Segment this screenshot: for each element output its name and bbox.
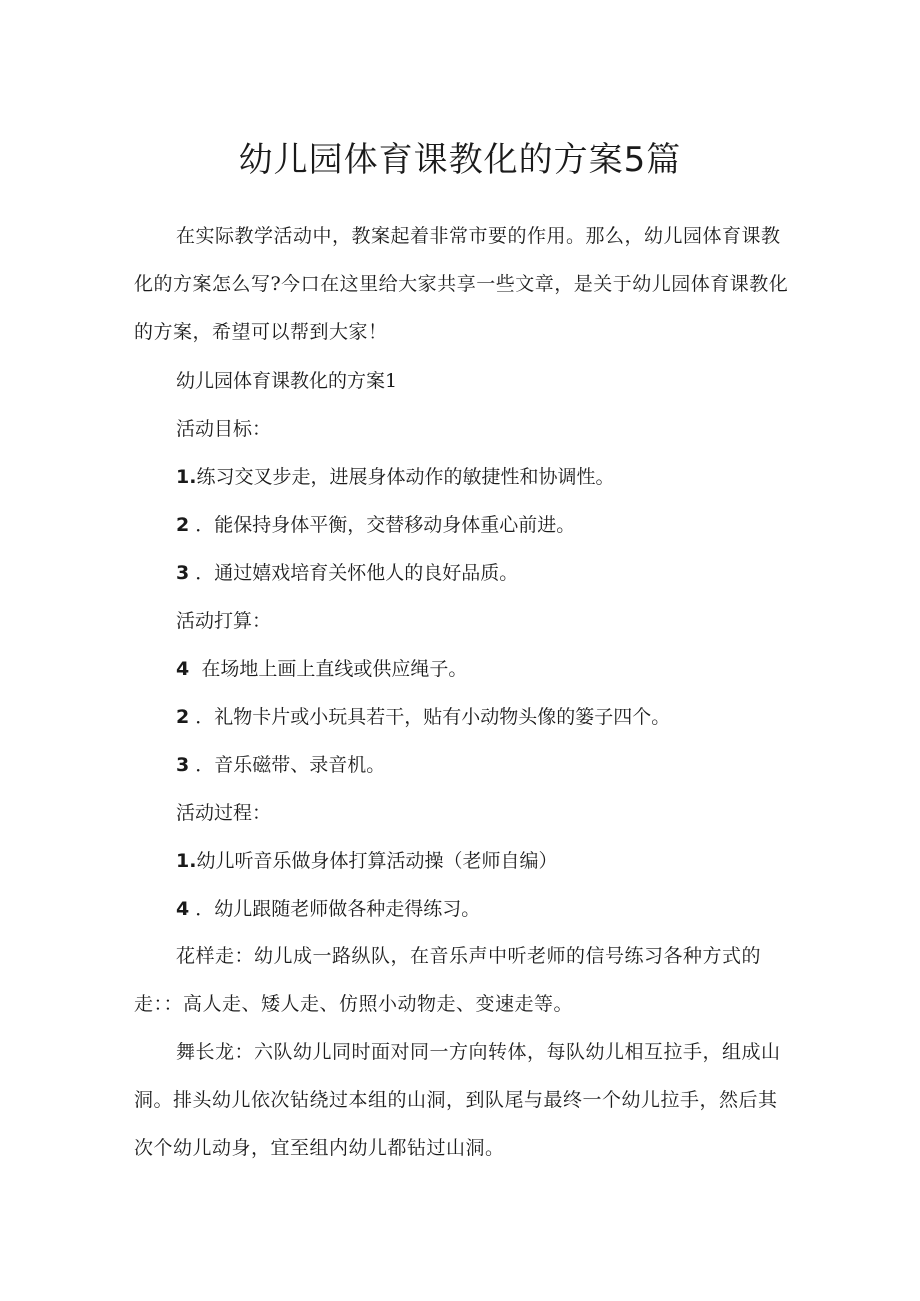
- goal-text: ．能保持身体平衡，交替移动身体重心前进。: [195, 514, 576, 536]
- goal-number: 2: [176, 514, 190, 536]
- process-item: [176, 846, 557, 876]
- prep-item: [176, 702, 670, 732]
- prep-item: [176, 750, 385, 780]
- goal-item: [176, 462, 614, 492]
- prep-label: 活动打算：: [176, 610, 272, 632]
- goal-item: [176, 558, 518, 588]
- process-text: 幼儿听音乐做身体打算活动操（老师自编）: [196, 850, 558, 872]
- document-title: 幼儿园体育课教化的方案5篇: [238, 140, 682, 180]
- goal-item: [176, 510, 575, 540]
- prep-number: 4: [176, 658, 190, 680]
- process-text: ．幼儿跟随老师做各种走得练习。: [195, 898, 481, 920]
- dragon-paragraph: 舞长龙：六队幼儿同时面对同一方向转体，每队幼儿相互拉手，组成山洞。排头幼儿依次钻绕过本组的山洞，到队尾与最终一个幼儿拉手，然后其次个幼儿动身，宜至组内幼儿都钻过山洞。: [134, 1041, 781, 1159]
- goals-label: 活动目标：: [176, 418, 272, 440]
- process-item: [176, 894, 480, 924]
- prep-text: ．礼物卡片或小玩具若干，贴有小动物头像的篓子四个。: [195, 706, 671, 728]
- prep-number: 2: [176, 706, 190, 728]
- goal-number: 1.: [176, 466, 197, 488]
- prep-text: 在场地上画上直线或供应绳子。: [201, 658, 468, 680]
- fancy-walk-paragraph: 花样走：幼儿成一路纵队，在音乐声中听老师的信号练习各种方式的走：：高人走、矮人走、仿照小动物走、变速走等。: [134, 945, 762, 1015]
- intro-paragraph: 在实际教学活动中，教案起着非常市要的作用。那么，幼儿园体育课教化的方案怎么写?今口在这里给大家共享一些文章，是关于幼儿园体育课教化的方案，希望可以帮到大家！: [134, 225, 789, 343]
- process-label: 活动过程：: [176, 802, 272, 824]
- goal-number: 3: [176, 562, 190, 584]
- process-number: 1.: [176, 850, 197, 872]
- goal-text: ．通过嬉戏培育关怀他人的良好品质。: [195, 562, 519, 584]
- process-number: 4: [176, 898, 190, 920]
- prep-text: ．音乐磁带、录音机。: [195, 754, 386, 776]
- prep-item: [176, 654, 467, 684]
- goal-text: 练习交叉步走，进展身体动作的敏捷性和协调性。: [196, 466, 615, 488]
- prep-number: 3: [176, 754, 190, 776]
- section-heading: 幼儿园体育课教化的方案1: [176, 370, 398, 392]
